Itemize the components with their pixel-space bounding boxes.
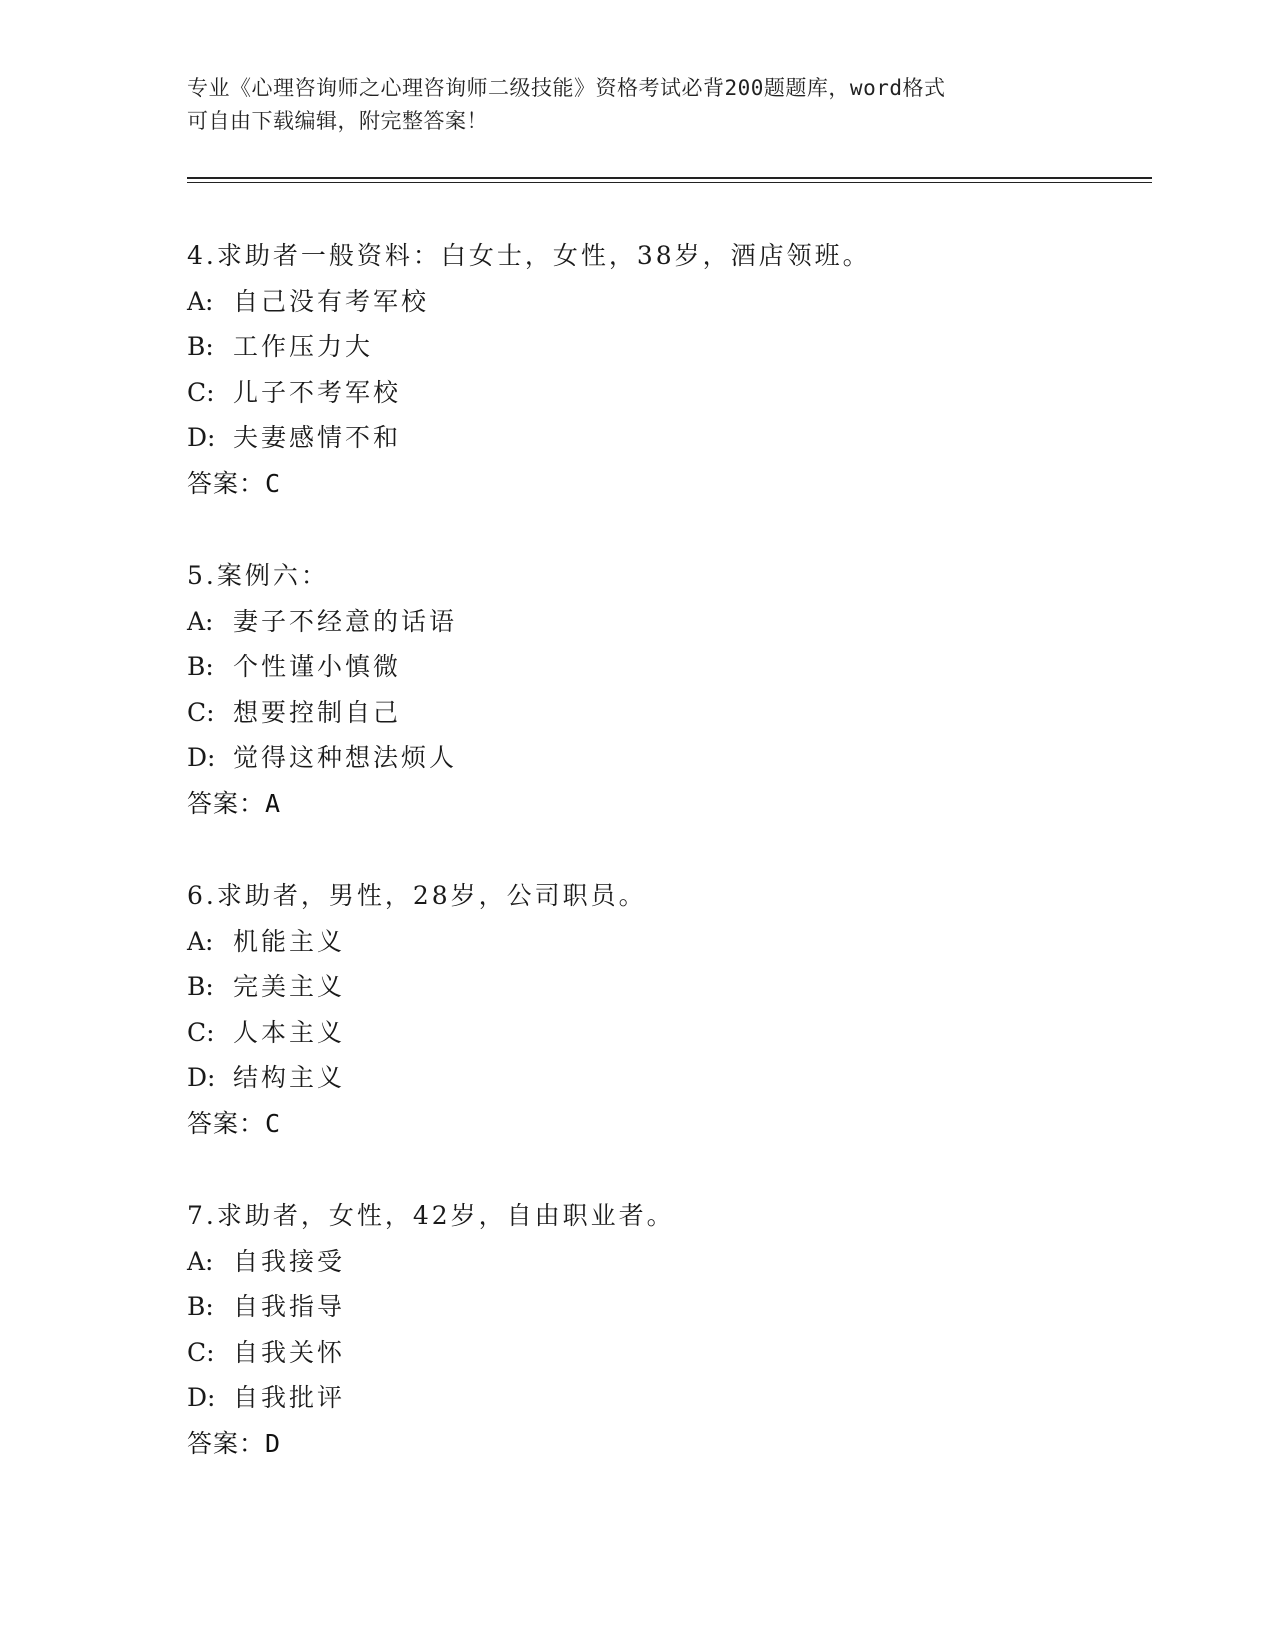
question-6 [187, 873, 1147, 1146]
option-letter: D: [187, 1383, 216, 1412]
option-a [187, 919, 1147, 965]
option-c [187, 1330, 1147, 1376]
option-text: 工作压力大 [233, 332, 374, 361]
option-letter: A: [187, 606, 214, 636]
option-d [187, 1375, 1147, 1421]
option-letter: C: [187, 1337, 215, 1367]
option-b [187, 644, 1147, 690]
option-a [187, 599, 1147, 645]
option-text: 儿子不考军校 [233, 377, 402, 407]
option-letter: A: [187, 926, 214, 956]
option-text: 自我接受 [233, 1246, 346, 1276]
question-5 [187, 553, 1147, 826]
option-b [187, 1284, 1147, 1330]
option-letter: D: [187, 743, 216, 772]
option-b [187, 324, 1147, 370]
header-line-2: 可自由下载编辑，附完整答案！ [187, 109, 488, 133]
option-letter: A: [187, 1246, 214, 1276]
option-letter: B: [187, 332, 214, 361]
answer-line: 答案：C [187, 468, 282, 498]
option-text: 自己没有考军校 [233, 286, 430, 316]
option-text: 人本主义 [233, 1017, 346, 1047]
option-letter: D: [187, 423, 216, 452]
option-letter: A: [187, 286, 214, 316]
option-a [187, 279, 1147, 325]
option-a [187, 1239, 1147, 1285]
question-7 [187, 1193, 1147, 1466]
option-text: 自我关怀 [233, 1337, 346, 1367]
option-c [187, 1010, 1147, 1056]
answer-line: 答案：A [187, 788, 282, 818]
option-b [187, 964, 1147, 1010]
option-text: 想要控制自己 [233, 697, 402, 727]
option-c [187, 690, 1147, 736]
option-letter: B: [187, 1292, 214, 1321]
header-divider-thick [187, 177, 1152, 179]
option-letter: B: [187, 652, 214, 681]
header-line-1: 专业《心理咨询师之心理咨询师二级技能》资格考试必背200题题库，word格式 [187, 76, 946, 100]
option-text: 觉得这种想法烦人 [233, 743, 458, 772]
option-text: 个性谨小慎微 [233, 652, 402, 681]
document-header [187, 72, 1087, 138]
header-divider-thin [187, 182, 1152, 183]
answer-line: 答案：C [187, 1108, 282, 1138]
option-text: 完美主义 [233, 972, 346, 1001]
option-text: 结构主义 [233, 1063, 346, 1092]
option-c [187, 370, 1147, 416]
question-stem: 6.求助者，男性，28岁，公司职员。 [187, 881, 647, 910]
question-list [187, 233, 1147, 1513]
option-text: 妻子不经意的话语 [233, 606, 458, 636]
question-4 [187, 233, 1147, 506]
option-letter: C: [187, 377, 215, 407]
option-text: 机能主义 [233, 926, 346, 956]
option-letter: D: [187, 1063, 216, 1092]
option-text: 自我指导 [233, 1292, 346, 1321]
option-text: 夫妻感情不和 [233, 423, 402, 452]
option-d [187, 1055, 1147, 1101]
option-letter: B: [187, 972, 214, 1001]
option-d [187, 735, 1147, 781]
option-letter: C: [187, 1017, 215, 1047]
question-stem: 7.求助者，女性，42岁，自由职业者。 [187, 1201, 675, 1230]
answer-line: 答案：D [187, 1428, 282, 1458]
question-stem: 5.案例六： [187, 561, 329, 590]
option-letter: C: [187, 697, 215, 727]
option-d [187, 415, 1147, 461]
option-text: 自我批评 [233, 1383, 346, 1412]
question-stem: 4.求助者一般资料：白女士，女性，38岁，酒店领班。 [187, 241, 871, 270]
